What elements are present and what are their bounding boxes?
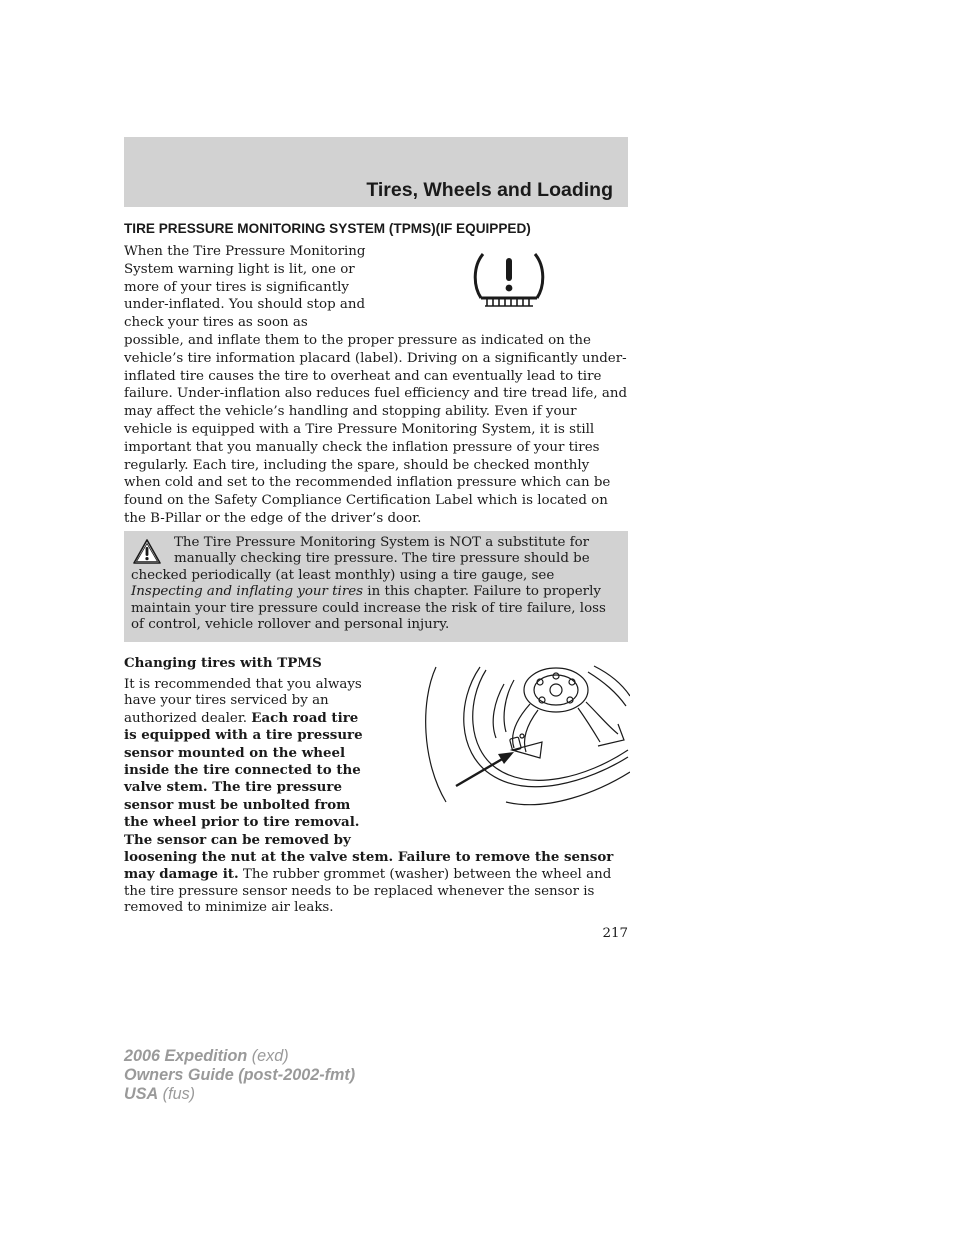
footer-market: USA <box>124 1085 159 1103</box>
footer-model: 2006 Expedition <box>124 1047 248 1065</box>
warning-cross-reference: Inspecting and inflating your tires <box>131 584 364 600</box>
footer-model-code: (exd) <box>247 1047 289 1065</box>
warning-box <box>124 531 628 642</box>
document-footer <box>124 1047 355 1104</box>
warning-text-part1: The Tire Pressure Monitoring System is NOT a substitute for manually checking tire pressure. The tire pressure should be checked periodically (at least monthly) using a tire gauge, see <box>131 535 590 583</box>
changing-text-normal-1: It is recommended that you always have your tires serviced by an authorized dealer. <box>124 677 362 726</box>
footer-market-code: (fus) <box>158 1085 196 1103</box>
changing-text-bold: Each road tire is equipped with a tire pressure sensor mounted on the wheel inside the tire connected to the valve stem. The tire pressure sensor must be unbolted from the wheel prior to tire removal. The sensor can be removed by loosening the nut at the valve stem. Failure to remove the sensor may damage it. <box>124 709 614 883</box>
warning-icon-spacer <box>131 535 174 565</box>
warning-text-part2: in this chapter. Failure to properly maintain your tire pressure could increase the risk of tire failure, loss of control, vehicle rollover and personal injury. <box>131 584 606 633</box>
warning-paragraph <box>131 535 617 633</box>
changing-text-normal-2: The rubber grommet (washer) between the wheel and the tire pressure sensor needs to be replaced whenever the sensor is removed to minimize air leaks. <box>124 867 612 916</box>
footer-line-2 <box>124 1066 355 1085</box>
page-number: 217 <box>602 926 628 941</box>
footer-guide: Owners Guide (post-2002-fmt) <box>124 1066 356 1084</box>
footer-line-1 <box>124 1047 355 1066</box>
wheel-sensor-illustration <box>418 662 630 824</box>
footer-line-3 <box>124 1085 355 1104</box>
section-title: TIRE PRESSURE MONITORING SYSTEM (TPMS)(IF EQUIPPED) <box>124 221 531 236</box>
changing-tires-heading: Changing tires with TPMS <box>124 655 322 671</box>
chapter-title: Tires, Wheels and Loading <box>366 179 613 201</box>
chapter-header <box>124 137 628 207</box>
tpms-warning-icon <box>465 246 553 316</box>
intro-paragraph: When the Tire Pressure Monitoring System warning light is lit, one or more of your tires is significantly under-inflated. You should stop and check your tires as soon as possible, and inflate them to the proper pressure as indicated on the vehicle’s tire information placard (label). Driving on a significantly under-inflated tire causes the tire to overheat and can eventually lead to tire failure. Under-inflation also reduces fuel efficiency and tire tread life, and may affect the vehicle’s handling and stopping ability. Even if your vehicle is equipped with a Tire Pressure Monitoring System, it is still important that you manually check the inflation pressure of your tires regularly. Each tire, including the spare, should be checked monthly when cold and set to the recommended inflation pressure which can be found on the Safety Compliance Certification Label which is located on the B-Pillar or the edge of the driver’s door. <box>124 244 628 526</box>
warning-text <box>131 535 617 633</box>
